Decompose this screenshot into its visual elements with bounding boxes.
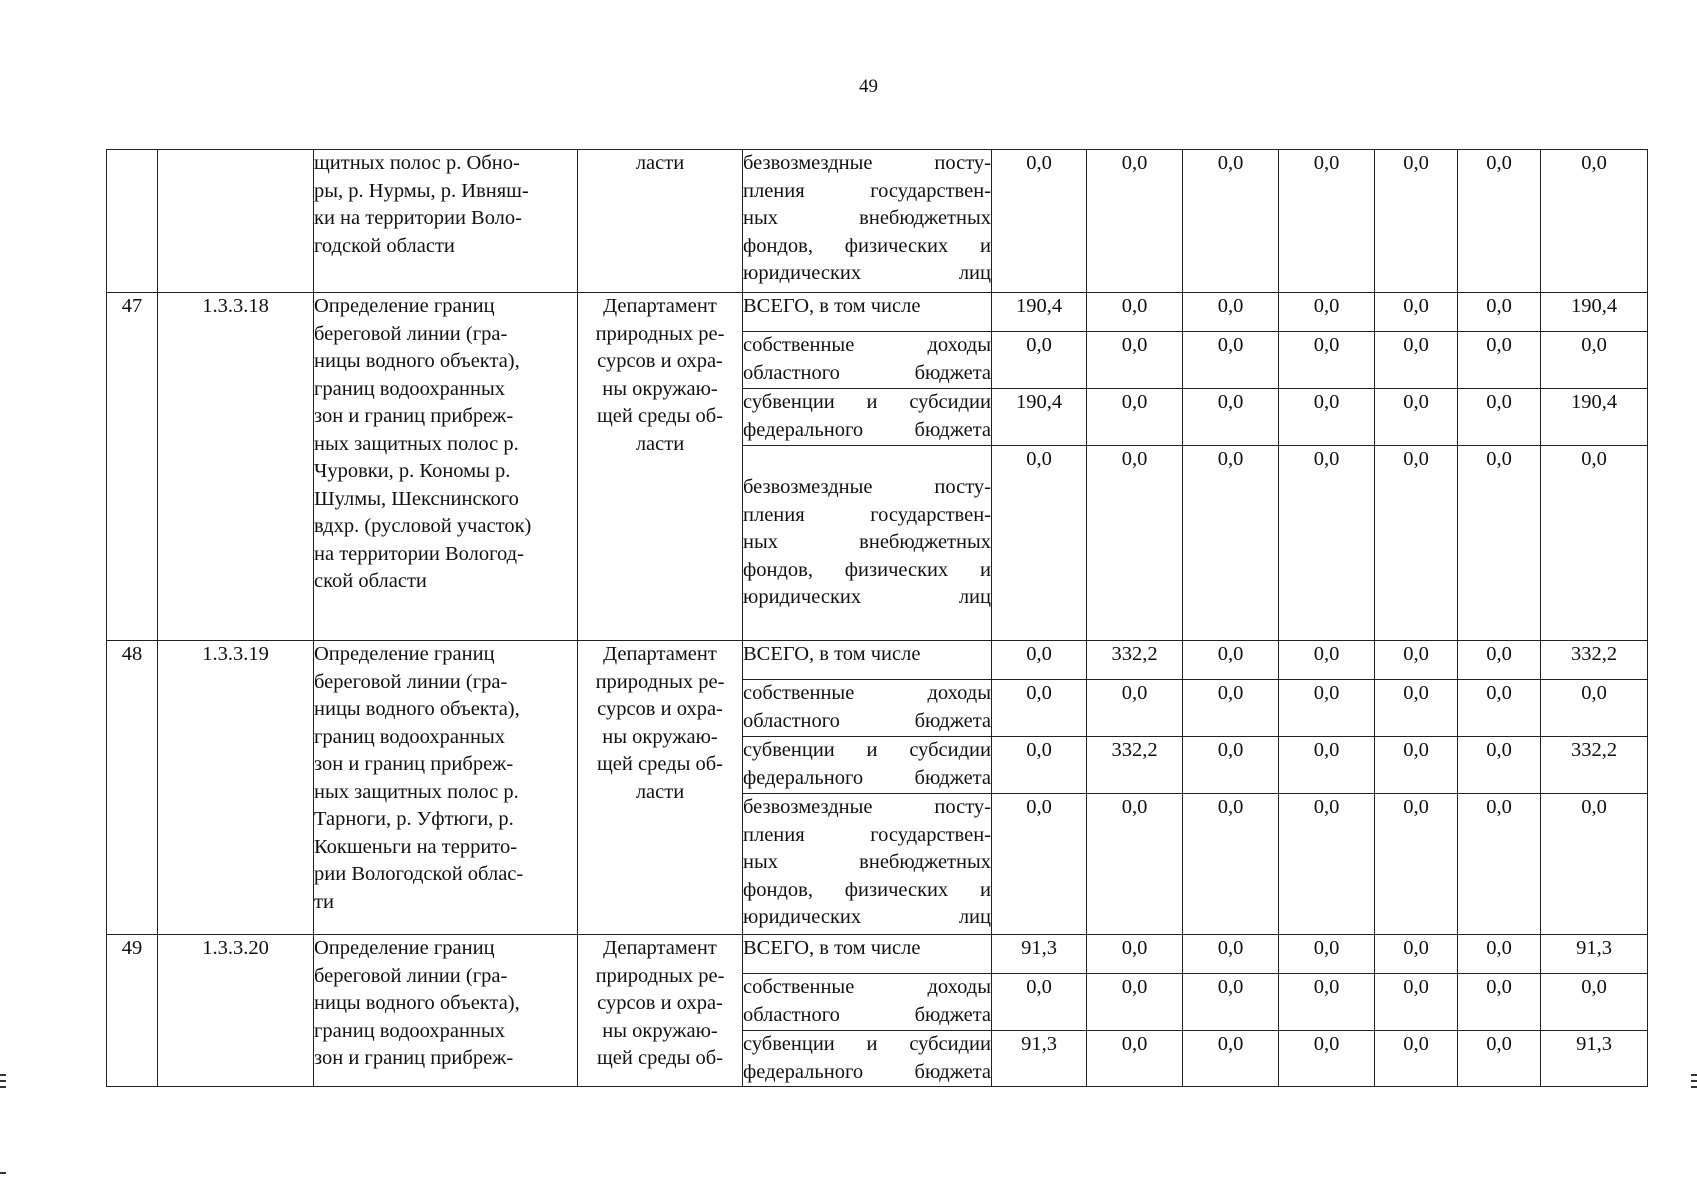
- value-cell: 332,2: [1087, 641, 1183, 680]
- value-cell: 0,0: [1087, 974, 1183, 1031]
- executor-dept: Департамент природных ре- сурсов и охра- ны окружаю- щей среды об- ласти: [578, 641, 743, 935]
- value-cell: 0,0: [1375, 935, 1458, 974]
- value-cell: 0,0: [1183, 150, 1279, 293]
- value-cell: 0,0: [1375, 794, 1458, 935]
- value-cell: 0,0: [1375, 1031, 1458, 1087]
- value-cell: 0,0: [1458, 641, 1541, 680]
- value-cell: 0,0: [1375, 974, 1458, 1031]
- value-cell: 0,0: [1279, 641, 1375, 680]
- row-number: 47: [107, 293, 158, 641]
- table-row: [107, 293, 1648, 332]
- value-cell: 0,0: [1279, 332, 1375, 389]
- funding-source: субвенции и субсидии федерального бюджета: [743, 1031, 992, 1087]
- scan-edge-mark: [1691, 1080, 1697, 1082]
- value-cell: 91,3: [992, 935, 1087, 974]
- funding-source: ВСЕГО, в том числе: [743, 935, 992, 974]
- funding-source: безвозмездные посту- пления государствен- ных внебюджетных фондов, физических и юридических лиц: [743, 794, 992, 935]
- measure-name: Определение границ береговой линии (гра- ницы водного объекта), границ водоохранных зон и границ прибреж-: [314, 935, 578, 1087]
- value-cell: 0,0: [1183, 935, 1279, 974]
- scan-edge-mark: [0, 1172, 6, 1174]
- value-cell: 0,0: [992, 332, 1087, 389]
- value-cell: 0,0: [1541, 446, 1648, 641]
- scan-edge-mark: [0, 1086, 6, 1088]
- value-cell: 0,0: [1087, 293, 1183, 332]
- scan-edge-mark: [0, 1074, 6, 1076]
- value-cell: 190,4: [992, 293, 1087, 332]
- row-number: 48: [107, 641, 158, 935]
- value-cell: 0,0: [1279, 680, 1375, 737]
- funding-source: собственные доходы областного бюджета: [743, 680, 992, 737]
- table-row: [107, 150, 1648, 293]
- funding-source: безвозмездные посту- пления государствен- ных внебюджетных фондов, физических и юридических лиц: [743, 150, 992, 293]
- value-cell: 0,0: [1375, 680, 1458, 737]
- value-cell: 0,0: [992, 446, 1087, 641]
- value-cell: 0,0: [1541, 332, 1648, 389]
- funding-source: субвенции и субсидии федерального бюджета: [743, 737, 992, 794]
- row-code: 1.3.3.18: [158, 293, 314, 641]
- funding-source: собственные доходы областного бюджета: [743, 332, 992, 389]
- funding-source: безвозмездные посту- пления государствен- ных внебюджетных фондов, физических и юридических лиц: [743, 446, 992, 641]
- value-cell: 0,0: [1183, 794, 1279, 935]
- table-row: [107, 935, 1648, 974]
- value-cell: 0,0: [1375, 446, 1458, 641]
- value-cell: 0,0: [1183, 446, 1279, 641]
- executor-dept: ласти: [578, 150, 743, 293]
- measure-name: щитных полос р. Обно- ры, р. Нурмы, р. Ивняш- ки на территории Воло- годской области: [314, 150, 578, 293]
- value-cell: 0,0: [1183, 293, 1279, 332]
- value-cell: 0,0: [1458, 935, 1541, 974]
- value-cell: 0,0: [992, 737, 1087, 794]
- value-cell: 0,0: [1279, 1031, 1375, 1087]
- value-cell: 0,0: [1279, 737, 1375, 794]
- value-cell: 0,0: [1458, 737, 1541, 794]
- value-cell: 0,0: [1279, 794, 1375, 935]
- value-cell: 0,0: [1375, 293, 1458, 332]
- funding-source: ВСЕГО, в том числе: [743, 641, 992, 680]
- value-cell: 0,0: [1087, 935, 1183, 974]
- value-cell: 0,0: [1375, 641, 1458, 680]
- value-cell: 0,0: [1087, 794, 1183, 935]
- value-cell: 0,0: [1183, 680, 1279, 737]
- value-cell: 0,0: [1458, 150, 1541, 293]
- value-cell: 332,2: [1541, 641, 1648, 680]
- measure-name: Определение границ береговой линии (гра- ницы водного объекта), границ водоохранных зон и границ прибреж- ных защитных полос р. Тарноги, р. Уфтюги, р. Кокшеньги на террито- рии Вологодской облас- ти: [314, 641, 578, 935]
- value-cell: 0,0: [1279, 150, 1375, 293]
- value-cell: 0,0: [1183, 332, 1279, 389]
- executor-dept: Департамент природных ре- сурсов и охра- ны окружаю- щей среды об-: [578, 935, 743, 1087]
- value-cell: 0,0: [1087, 150, 1183, 293]
- value-cell: 0,0: [1087, 389, 1183, 446]
- row-number: 49: [107, 935, 158, 1087]
- value-cell: 0,0: [1458, 389, 1541, 446]
- value-cell: 0,0: [1541, 680, 1648, 737]
- value-cell: 332,2: [1087, 737, 1183, 794]
- table-row: [107, 641, 1648, 680]
- value-cell: 0,0: [1375, 332, 1458, 389]
- funding-source: субвенции и субсидии федерального бюджета: [743, 389, 992, 446]
- scan-edge-mark: [0, 1080, 6, 1082]
- value-cell: 0,0: [1541, 150, 1648, 293]
- value-cell: 0,0: [1541, 794, 1648, 935]
- value-cell: 0,0: [1183, 389, 1279, 446]
- value-cell: 0,0: [1279, 293, 1375, 332]
- value-cell: 0,0: [1279, 389, 1375, 446]
- value-cell: 0,0: [1458, 1031, 1541, 1087]
- value-cell: 0,0: [992, 680, 1087, 737]
- value-cell: 0,0: [992, 974, 1087, 1031]
- value-cell: 0,0: [1183, 1031, 1279, 1087]
- value-cell: 0,0: [1087, 446, 1183, 641]
- value-cell: 0,0: [1183, 974, 1279, 1031]
- value-cell: 0,0: [1279, 974, 1375, 1031]
- value-cell: 0,0: [1375, 737, 1458, 794]
- row-number-cell: [107, 150, 158, 293]
- value-cell: 91,3: [992, 1031, 1087, 1087]
- value-cell: 0,0: [1458, 446, 1541, 641]
- value-cell: 0,0: [1458, 680, 1541, 737]
- value-cell: 0,0: [1087, 332, 1183, 389]
- scan-edge-mark: [1691, 1074, 1697, 1076]
- scan-edge-mark: [1691, 1086, 1697, 1088]
- value-cell: 0,0: [1375, 389, 1458, 446]
- value-cell: 0,0: [1279, 935, 1375, 974]
- row-code-cell: [158, 150, 314, 293]
- row-code: 1.3.3.20: [158, 935, 314, 1087]
- value-cell: 0,0: [1458, 794, 1541, 935]
- value-cell: 0,0: [1087, 680, 1183, 737]
- value-cell: 0,0: [1183, 737, 1279, 794]
- value-cell: 0,0: [1458, 332, 1541, 389]
- value-cell: 190,4: [1541, 389, 1648, 446]
- value-cell: 91,3: [1541, 935, 1648, 974]
- page-number: 49: [859, 76, 878, 97]
- funding-source: ВСЕГО, в том числе: [743, 293, 992, 332]
- value-cell: 0,0: [1541, 974, 1648, 1031]
- value-cell: 190,4: [1541, 293, 1648, 332]
- value-cell: 0,0: [992, 150, 1087, 293]
- value-cell: 332,2: [1541, 737, 1648, 794]
- funding-source: собственные доходы областного бюджета: [743, 974, 992, 1031]
- budget-table: [106, 149, 1648, 1087]
- value-cell: 0,0: [1087, 1031, 1183, 1087]
- value-cell: 0,0: [1183, 641, 1279, 680]
- value-cell: 0,0: [1458, 293, 1541, 332]
- value-cell: 0,0: [1375, 150, 1458, 293]
- measure-name: Определение границ береговой линии (гра- ницы водного объекта), границ водоохранных зон и границ прибреж- ных защитных полос р. Чуровки, р. Кономы р. Шулмы, Шекснинского вдхр. (русловой участок) на территории Вологод- ской области: [314, 293, 578, 641]
- value-cell: 0,0: [1458, 974, 1541, 1031]
- row-code: 1.3.3.19: [158, 641, 314, 935]
- value-cell: 91,3: [1541, 1031, 1648, 1087]
- executor-dept: Департамент природных ре- сурсов и охра- ны окружаю- щей среды об- ласти: [578, 293, 743, 641]
- value-cell: 190,4: [992, 389, 1087, 446]
- value-cell: 0,0: [992, 794, 1087, 935]
- value-cell: 0,0: [1279, 446, 1375, 641]
- value-cell: 0,0: [992, 641, 1087, 680]
